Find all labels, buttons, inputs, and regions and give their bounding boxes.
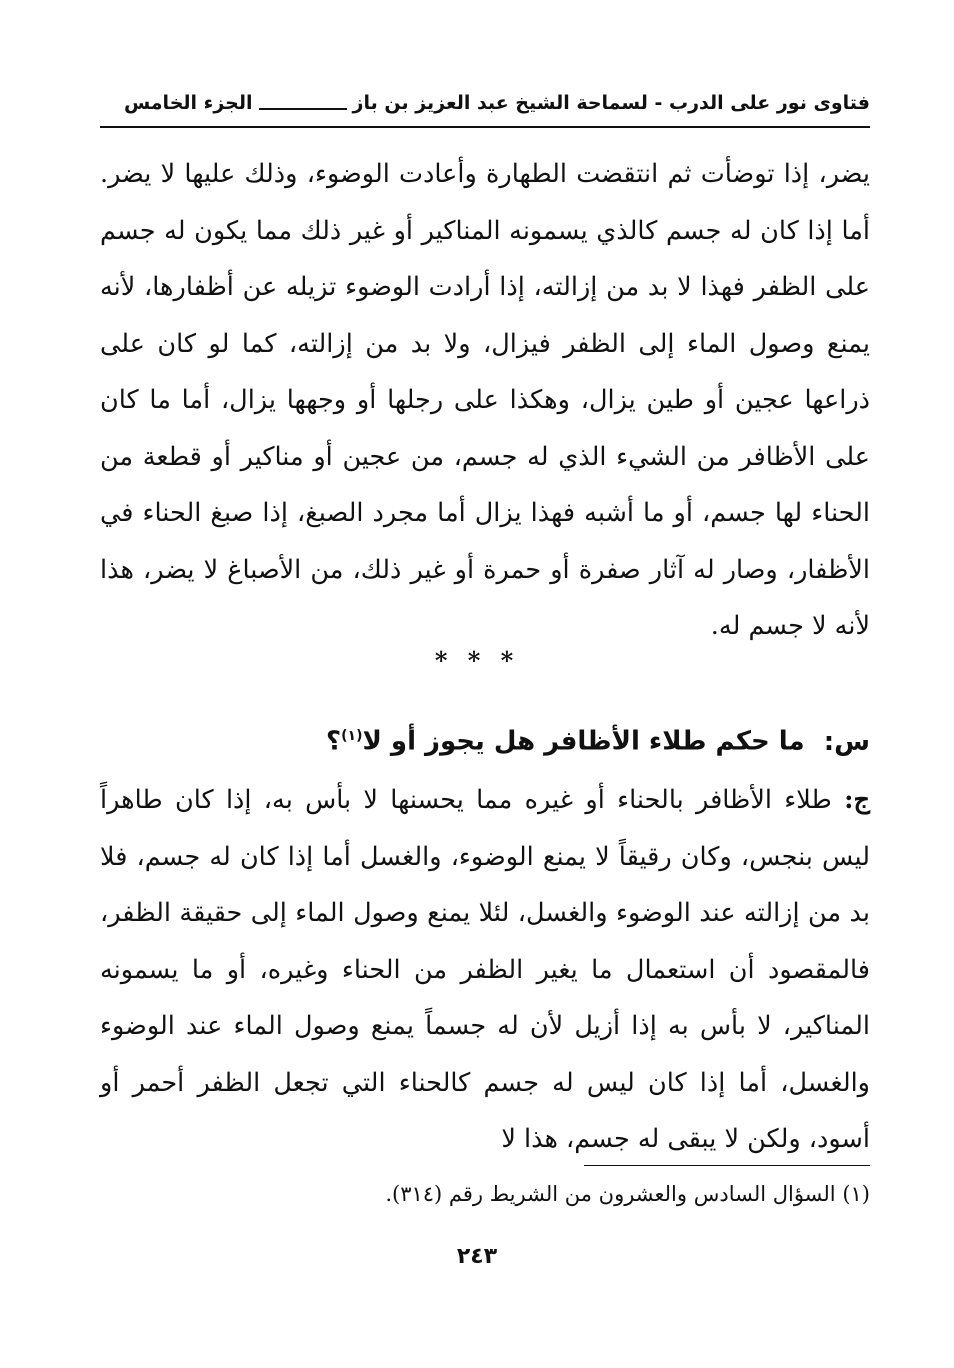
- header-book-title: فتاوى نور على الدرب - لسماحة الشيخ عبد العزيز بن باز: [352, 92, 870, 114]
- paragraph: يضر، إذا توضأت ثم انتقضت الطهارة وأعادت الوضوء، وذلك عليها لا يضر. أما إذا كان له جسم كالذي يسمونه المناكير أو غير ذلك مما يكون له جسم على الظفر فهذا لا بد من إزالته، إذا أرادت الوضوء تزيله عن أظفارها، لأنه يمنع وصول الماء إلى الظفر فيزال، ولا بد من إزالته، كما لو كان على ذراعها عجين أو طين يزال، وهكذا على رجلها أو وجهها يزال، أما ما كان على الأظافر من الشيء الذي له جسم، من عجين أو مناكير أو قطعة من الحناء لها جسم، أو ما أشبه فهذا يزال أما مجرد الصبغ، إذا صبغ الحناء في الأظفار، وصار له آثار صفرة أو حمرة أو غير ذلك، من الأصباغ لا يضر، هذا لأنه لا جسم له.: [100, 159, 870, 641]
- answer-paragraph: [100, 772, 870, 1168]
- question-label: س:: [823, 726, 870, 757]
- answer-block: [100, 772, 870, 1168]
- running-header: [100, 86, 870, 120]
- page-number: ٢٤٣: [456, 1244, 498, 1269]
- question-text: ما حكم طلاء الأظافر هل يجوز أو لا: [362, 726, 805, 757]
- section-separator: * * *: [434, 646, 520, 675]
- header-dash-rule: [259, 108, 347, 110]
- question-heading: [100, 708, 870, 770]
- answer-label: ج:: [844, 785, 870, 815]
- answer-text: طلاء الأظافر بالحناء أو غيره مما يحسنها لا بأس به، إذا كان طاهراً ليس بنجس، وكان رقيقاً لا يمنع الوضوء، والغسل أما إذا كان له جسم، فلا بد من إزالته عند الوضوء والغسل، لئلا يمنع وصول الماء إلى حقيقة الظفر، فالمقصود أن استعمال ما يغير الظفر من الحناء وغيره، أو ما يسمونه المناكير، لا بأس به إذا أزيل لأن له جسماً يمنع وصول الماء عند الوضوء والغسل، أما إذا كان ليس له جسم كالحناء التي تجعل الظفر أحمر أو أسود، ولكن لا يبقى له جسم، هذا لا: [100, 785, 870, 1154]
- header-rule: [100, 126, 870, 128]
- footnote: (١) السؤال السادس والعشرون من الشريط رقم (٣١٤).: [385, 1182, 870, 1206]
- fatwa-continuation: [100, 146, 870, 655]
- header-volume: الجزء الخامس: [123, 92, 253, 114]
- footnote-marker: (١): [341, 728, 363, 744]
- footnote-rule: [584, 1165, 870, 1166]
- question-mark: ؟: [326, 726, 342, 757]
